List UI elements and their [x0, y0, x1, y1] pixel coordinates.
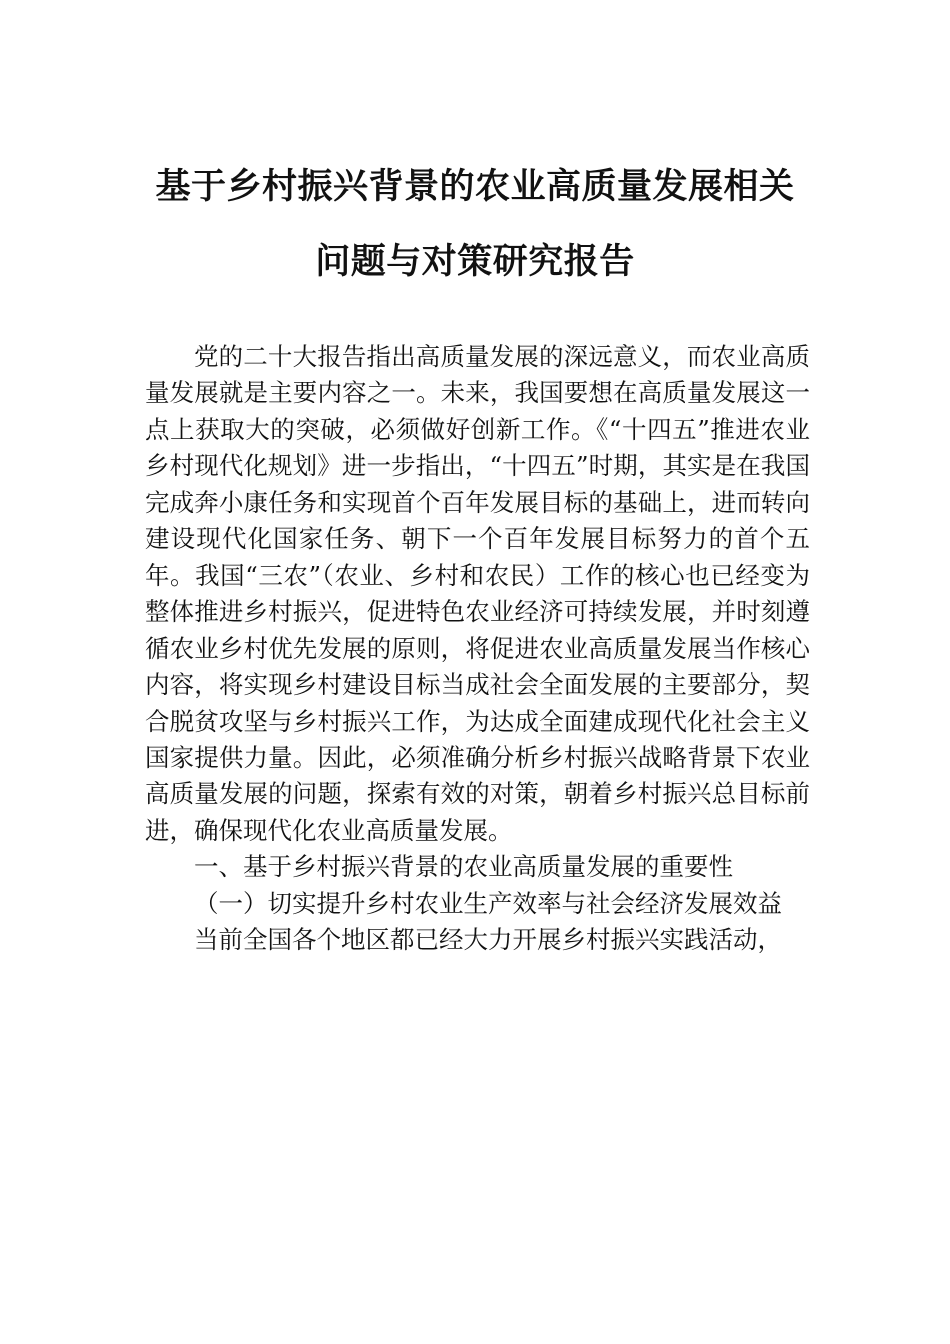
document-title-line-2: 问题与对策研究报告 [315, 242, 635, 282]
intro-paragraph: 党的二十大报告指出高质量发展的深远意义，而农业高质量发展就是主要内容之一。未来，我国要想在高质量发展这一点上获取大的突破，必须做好创新工作。《“十四五”推进农业乡村现代化规划》进一步指出，“十四五”时期，其实是在我国完成奔小康任务和实现首个百年发展目标的基础上，进而转向建设现代化国家任务、朝下一个百年发展目标努力的首个五年。我国“三农”（农业、乡村和农民）工作的核心也已经变为整体推进乡村振兴，促进特色农业经济可持续发展，并时刻遵循农业乡村优先发展的原则，将促进农业高质量发展当作核心内容，将实现乡村建设目标当成社会全面发展的主要部分，契合脱贫攻坚与乡村振兴工作，为达成全面建成现代化社会主义国家提供力量。因此，必须准确分析乡村振兴战略背景下农业高质量发展的问题，探索有效的对策，朝着乡村振兴总目标前进，确保现代化农业高质量发展。 [145, 342, 810, 845]
document-title-line-1: 基于乡村振兴背景的农业高质量发展相关 [155, 167, 795, 207]
body-paragraph-2: 当前全国各个地区都已经大力开展乡村振兴实践活动， [194, 925, 782, 955]
document-body [145, 339, 810, 959]
section-heading-1: 一、基于乡村振兴背景的农业高质量发展的重要性 [194, 852, 733, 882]
subsection-heading-1-1: （一）切实提升乡村农业生产效率与社会经济发展效益 [194, 888, 782, 918]
